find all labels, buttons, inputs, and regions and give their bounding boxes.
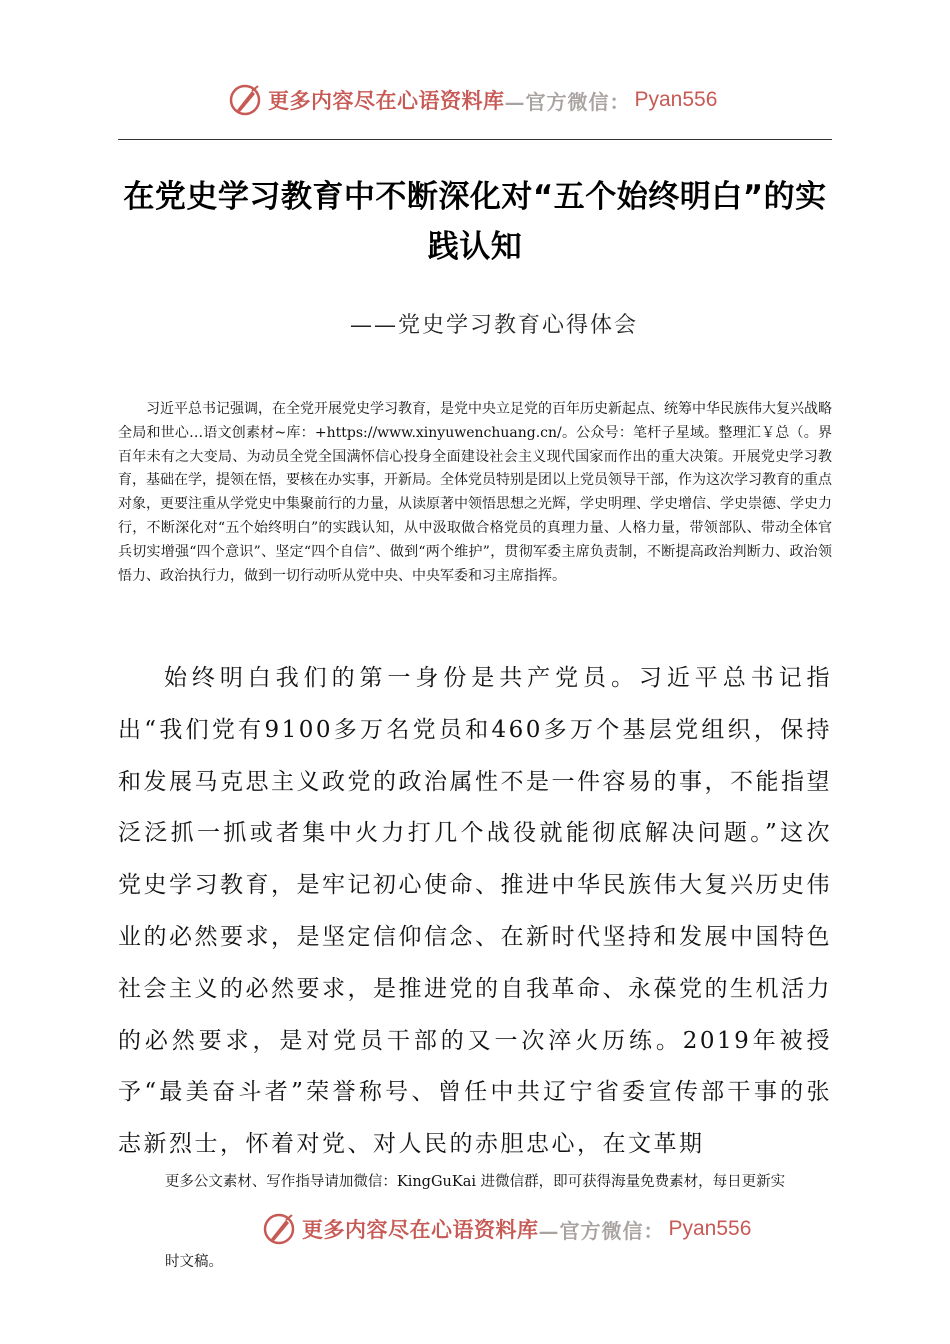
watermark-official: —官方微信：: [538, 1218, 665, 1243]
intro-paragraph: 习近平总书记强调，在全党开展党史学习教育，是党中央立足党的百年历史新起点、统筹中华民族伟大复兴战略全局和世心…语文创素材~库：+https://www.xinyuwenchuang.cn/。公众号：笔杆子星域。整理汇￥总（。界百年未有之大变局、为动员全党全国满怀信心投身全面建设社会主义现代国家而作出的重大决策。开展党史学习教育，基础在学，提领在悟，要核在办实事，开新局。全体党员特别是团以上党员领导干部，作为这次学习教育的重点对象，更要注重从学党史中集聚前行的力量，从读原著中领悟思想之光辉，学史明理、学史增信、学史崇德、学史力行，不断深化对“五个始终明白”的实践认知，从中汲取做合格党员的真理力量、人格力量，带领部队、带动全体官兵切实增强“四个意识”、坚定“四个自信”、做到“两个维护”，贯彻军委主席负责制，不断提高政治判断力、政治领悟力、政治执行力，做到一切行动听从党中央、中央军委和习主席指挥。: [118, 401, 832, 584]
footer-watermark: [262, 1209, 751, 1249]
watermark-wechat-id: Pyan556: [634, 88, 718, 111]
quill-logo-icon: [262, 1212, 296, 1246]
header-watermark: [228, 80, 717, 120]
header-rule: [118, 139, 832, 140]
page-subtitle: ——党史学习教育心得体会: [350, 313, 639, 338]
watermark-official: —官方微信：: [504, 89, 631, 114]
page-title: 在党史学习教育中不断深化对“五个始终明白”的实践认知: [123, 179, 827, 265]
footer-note-continuation: 时文稿。: [165, 1254, 223, 1270]
watermark-brand: 更多内容尽在心语资料库: [268, 88, 505, 113]
body-paragraph: 始终明白我们的第一身份是共产党员。习近平总书记指出“我们党有9100多万名党员和460多万个基层党组织，保持和发展马克思主义政党的政治属性不是一件容易的事，不能指望泛泛抓一抓或者集中火力打几个战役就能彻底解决问题。”这次党史学习教育，是牢记初心使命、推进中华民族伟大复兴历史伟业的必然要求，是坚定信仰信念、在新时代坚持和发展中国特色社会主义的必然要求，是推进党的自我革命、永葆党的生机活力的必然要求，是对党员干部的又一次淬火历练。2019年被授予“最美奋斗者”荣誉称号、曾任中共辽宁省委宣传部干事的张志新烈士，怀着对党、对人民的赤胆忠心，在文革期: [118, 665, 832, 1158]
footer-note: 更多公文素材、写作指导请加微信：KingGuKai 进微信群，即可获得海量免费素材，每日更新实: [164, 1174, 786, 1190]
watermark-wechat-id: Pyan556: [668, 1217, 752, 1240]
watermark-brand: 更多内容尽在心语资料库: [302, 1217, 539, 1242]
quill-logo-icon: [228, 83, 262, 117]
